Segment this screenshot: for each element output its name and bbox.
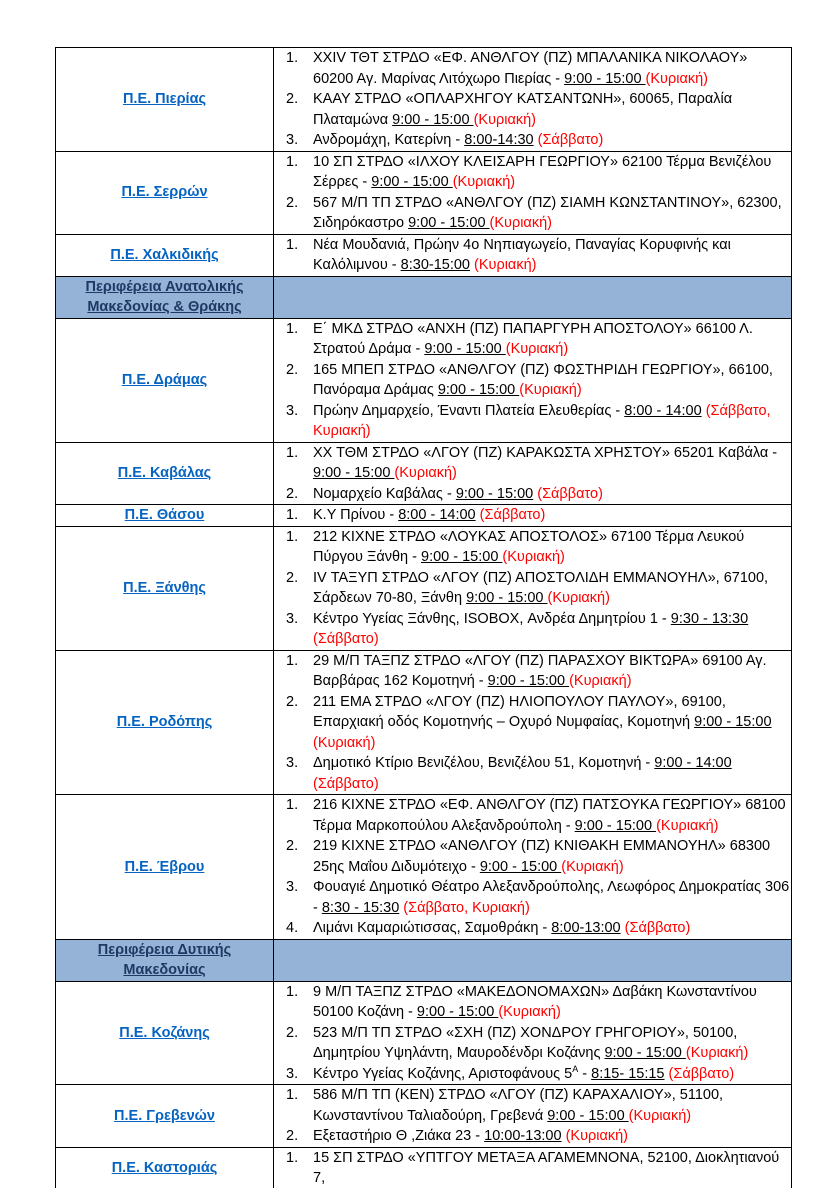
- site-text-segment-day: (Κυριακή): [547, 590, 610, 606]
- site-text-segment-day: (Κυριακή): [569, 673, 632, 689]
- site-item-number: 3.: [286, 1065, 299, 1082]
- site-item-number: 2.: [286, 485, 299, 502]
- sites-cell: [274, 318, 792, 442]
- site-list-item: [274, 152, 791, 193]
- site-text-segment-time: 8:15- 15:15: [591, 1065, 665, 1082]
- site-item-number: 1.: [286, 236, 299, 253]
- sites-cell: [274, 650, 792, 795]
- site-text-segment-time: 9:00 - 15:00: [694, 714, 772, 730]
- region-cell: [56, 48, 274, 152]
- site-item-text: [313, 1064, 791, 1085]
- site-item-text: [313, 89, 791, 130]
- site-text-segment-time: 9:00 - 15:00: [574, 817, 657, 834]
- region-row: [56, 505, 792, 527]
- site-list-item: [274, 235, 791, 276]
- sites-cell: [274, 981, 792, 1085]
- site-text-segment-normal: Νέα Μουδανιά, Πρώην 4ο Νηπιαγωγείο, Παναγίας Κορυφινής και Καλόλιμνου -: [313, 236, 731, 273]
- region-link[interactable]: Π.Ε. Γρεβενών: [114, 1107, 215, 1124]
- site-text-segment-day: (Κυριακή): [502, 549, 565, 565]
- section-header-empty-cell: [274, 276, 792, 318]
- region-row: [56, 1147, 792, 1188]
- site-text-segment-normal: Κ.Υ Πρίνου -: [313, 507, 399, 523]
- site-text-segment-day: (Σάββατο): [537, 132, 604, 148]
- site-text-segment-normal: 10 ΣΠ ΣΤΡΔΟ «ΙΛΧΟΥ ΚΛΕΙΣΑΡΗ ΓΕΩΡΓΙΟΥ» 62100 Τέρμα Βενιζέλου Σέρρες -: [313, 153, 772, 190]
- site-text-segment-normal: Κέντρο Υγείας Κοζάνης, Αριστοφάνους 5: [313, 1065, 573, 1082]
- site-text-segment-day: (Κυριακή): [498, 1004, 561, 1020]
- site-list-item: [274, 1126, 791, 1147]
- site-list-item: [274, 918, 791, 939]
- site-list-item: [274, 443, 791, 484]
- site-item-text: [313, 443, 791, 484]
- region-row: [56, 650, 792, 795]
- site-text-segment-normal: Κέντρο Υγείας Ξάνθης, ISOBOX, Ανδρέα Δημητρίου 1 -: [313, 610, 671, 627]
- site-list-item: [274, 692, 791, 754]
- site-text-segment-normal: 212 ΚΙΧΝΕ ΣΤΡΔΟ «ΛΟΥΚΑΣ ΑΠΟΣΤΟΛΟΣ» 67100 Τέρμα Λευκού Πύργου Ξάνθη -: [313, 528, 745, 565]
- site-item-number: 1.: [286, 50, 299, 66]
- site-text-segment-day: (Κυριακή): [628, 1107, 692, 1124]
- site-item-text: [313, 505, 791, 526]
- site-text-segment-normal: 567 Μ/Π ΤΠ ΣΤΡΔΟ «ΑΝΘΛΓΟΥ (ΠΖ) ΣΙΑΜΗ ΚΩΝΣΤΑΝΤΙΝΟΥ», 62300, Σιδηρόκαστρο: [313, 194, 782, 231]
- site-list-item: [274, 89, 791, 130]
- site-text-segment-time: 8:30-15:00: [400, 257, 470, 273]
- site-text-segment-normal: 219 ΚΙΧΝΕ ΣΤΡΔΟ «ΑΝΘΛΓΟΥ (ΠΖ) ΚΝΙΘΑΚΗ ΕΜΜΑΝΟΥΗΛ» 68300 25ης Μαΐου Διδυμότειχο -: [313, 838, 771, 875]
- site-item-number: 1.: [286, 983, 299, 1000]
- site-text-segment-time: 9:00 - 15:00: [416, 1004, 499, 1020]
- site-item-number: 2.: [286, 194, 299, 211]
- site-text-segment-time: 9:00 - 15:00: [466, 590, 548, 606]
- region-row: [56, 442, 792, 505]
- region-cell: [56, 795, 274, 940]
- section-header-row: [56, 276, 792, 318]
- site-text-segment-time: 8:00-14:30: [464, 132, 534, 148]
- site-text-segment-time: 9:00 - 15:00: [547, 1107, 629, 1124]
- site-text-segment-normal: 211 ΕΜΑ ΣΤΡΔΟ «ΛΓΟΥ (ΠΖ) ΗΛΙΟΠΟΥΛΟΥ ΠΑΥΛΟΥ», 69100, Επαρχιακή οδός Κομοτηνής – Οχυρό Νυμφαίας, Κομοτηνή: [313, 693, 726, 730]
- site-list-item: [274, 319, 791, 360]
- site-text-segment-normal: 523 Μ/Π ΤΠ ΣΤΡΔΟ «ΣΧΗ (ΠΖ) ΧΟΝΔΡΟΥ ΓΡΗΓΟΡΙΟΥ», 50100, Δημητρίου Υψηλάντη, Μαυροδένδρι Κοζάνης: [313, 1024, 738, 1061]
- site-item-number: 1.: [286, 528, 299, 545]
- region-cell: [56, 234, 274, 276]
- site-item-number: 3.: [286, 755, 299, 771]
- region-link[interactable]: Π.Ε. Κοζάνης: [119, 1024, 210, 1041]
- section-header-empty-cell: [274, 939, 792, 981]
- site-text-segment-day: (Σάββατο): [624, 920, 691, 936]
- site-text-segment-day: (Σάββατο): [479, 507, 546, 523]
- region-link[interactable]: Π.Ε. Θάσου: [124, 507, 205, 523]
- site-text-segment-day: (Κυριακή): [452, 174, 516, 190]
- site-list-item: [274, 48, 791, 89]
- site-text-segment-time: 9:00 - 15:00: [371, 174, 453, 190]
- region-cell: [56, 1147, 274, 1188]
- site-item-number: 1.: [286, 797, 299, 813]
- site-item-number: 3.: [286, 879, 299, 895]
- region-link[interactable]: Π.Ε. Καστοριάς: [111, 1159, 218, 1176]
- site-text-segment-time: 8:00 - 14:00: [398, 507, 476, 523]
- region-link[interactable]: Π.Ε. Πιερίας: [122, 91, 207, 107]
- site-text-segment-normal: Λιμάνι Καμαριώτισσας, Σαμοθράκη -: [313, 920, 552, 936]
- region-link[interactable]: Π.Ε. Ξάνθης: [123, 579, 206, 596]
- site-list-item: [274, 609, 791, 650]
- site-item-text: [313, 1148, 791, 1188]
- region-row: [56, 234, 792, 276]
- site-list-item: [274, 1023, 791, 1064]
- site-list-item: [274, 753, 791, 794]
- region-cell: [56, 526, 274, 650]
- site-list-item: [274, 1085, 791, 1126]
- region-link[interactable]: Π.Ε. Σερρών: [121, 184, 208, 201]
- site-text-segment-normal: 165 ΜΠΕΠ ΣΤΡΔΟ «ΑΝΘΛΓΟΥ (ΠΖ) ΦΩΣΤΗΡΙΔΗ ΓΕΩΡΓΙΟΥ», 66100, Πανόραμα Δράμας: [313, 361, 773, 398]
- site-item-number: 1.: [286, 652, 299, 669]
- sites-cell: [274, 1085, 792, 1148]
- site-item-number: 2.: [286, 838, 299, 854]
- site-item-text: [313, 130, 791, 151]
- region-row: [56, 981, 792, 1085]
- site-text-segment-normal: XXIV ΤΘΤ ΣΤΡΔΟ «ΕΦ. ΑΝΘΛΓΟΥ (ΠΖ) ΜΠΑΛΑΝΙΚΑ ΝΙΚΟΛΑΟΥ» 60200 Αγ. Μαρίνας Λιτόχωρο Πιερίας -: [313, 50, 748, 87]
- site-item-text: [313, 360, 791, 401]
- site-item-text: [313, 193, 791, 234]
- site-text-segment-day: (Σάββατο): [313, 631, 379, 647]
- site-list-item: [274, 505, 791, 526]
- site-text-segment-day: (Κυριακή): [505, 341, 569, 357]
- region-cell: [56, 318, 274, 442]
- region-cell: [56, 1085, 274, 1148]
- site-text-segment-time: 9:00 - 15:00: [424, 341, 506, 357]
- site-list-item: [274, 527, 791, 568]
- site-item-number: 2.: [286, 91, 299, 107]
- site-item-text: [313, 401, 791, 442]
- sites-cell: [274, 442, 792, 505]
- site-text-segment-normal: Νομαρχείο Καβάλας -: [313, 485, 456, 502]
- site-list-item: [274, 568, 791, 609]
- site-text-segment-time: 9:00 - 14:00: [654, 755, 732, 771]
- site-list-item: [274, 484, 791, 505]
- sites-cell: [274, 505, 792, 527]
- site-item-text: [313, 982, 791, 1023]
- site-list-item: [274, 130, 791, 151]
- site-item-text: [313, 877, 791, 918]
- site-item-text: [313, 692, 791, 754]
- site-text-segment-time: 9:00 - 15:00: [392, 111, 474, 128]
- site-list-item: [274, 360, 791, 401]
- site-item-number: 3.: [286, 610, 299, 627]
- site-list-item: [274, 1148, 791, 1188]
- site-text-segment-day: (Σάββατο): [668, 1065, 735, 1082]
- site-text-segment-sup: Α: [572, 1063, 579, 1074]
- site-list-item: [274, 1064, 791, 1085]
- site-text-segment-day: (Κυριακή): [565, 1128, 629, 1144]
- site-text-segment-normal: Ανδρομάχη, Κατερίνη -: [313, 132, 465, 148]
- site-item-number: 1.: [286, 1149, 299, 1166]
- site-text-segment-day: (Κυριακή): [473, 111, 536, 128]
- sites-cell: [274, 151, 792, 234]
- site-item-number: 2.: [286, 693, 299, 710]
- section-header-cell: [56, 276, 274, 318]
- site-item-number: 1.: [286, 444, 299, 461]
- site-item-text: [313, 48, 791, 89]
- table-body: [56, 48, 792, 1188]
- site-text-segment-day: (Κυριακή): [313, 734, 376, 751]
- site-text-segment-day: (Κυριακή): [561, 858, 624, 875]
- region-row: [56, 1085, 792, 1148]
- site-item-text: [313, 235, 791, 276]
- site-text-segment-time: 9:00 - 15:00: [564, 70, 646, 87]
- site-text-segment-time: 9:00 - 15:00: [408, 215, 490, 231]
- site-text-segment-normal: Φουαγιέ Δημοτικό Θέατρο Αλεξανδρούπολης, Λεωφόρος Δημοκρατίας 306 -: [313, 879, 790, 916]
- region-link[interactable]: Π.Ε. Δράμας: [121, 371, 208, 388]
- site-text-segment-time: 8:00 - 14:00: [624, 402, 702, 419]
- site-item-number: 3.: [286, 132, 299, 148]
- site-item-number: 1.: [286, 153, 299, 170]
- region-cell: [56, 981, 274, 1085]
- site-list-item: [274, 401, 791, 442]
- site-item-number: 1.: [286, 507, 299, 523]
- section-header-label: Περιφέρεια Δυτικής Μακεδονίας: [97, 941, 232, 978]
- vaccination-sites-table: [55, 47, 792, 1188]
- site-item-number: 2.: [286, 569, 299, 586]
- site-text-segment-normal: ΚΑΑΥ ΣΤΡΔΟ «ΟΠΛΑΡΧΗΓΟΥ ΚΑΤΣΑΝΤΩΝΗ», 60065, Παραλία Πλαταμώνα: [313, 91, 733, 128]
- site-item-text: [313, 484, 791, 505]
- site-item-number: 2.: [286, 1128, 299, 1144]
- site-item-number: 2.: [286, 1024, 299, 1041]
- site-text-segment-day: (Κυριακή): [474, 257, 537, 273]
- section-header-cell: [56, 939, 274, 981]
- site-item-number: 3.: [286, 402, 299, 419]
- region-row: [56, 795, 792, 940]
- site-text-segment-day: (Κυριακή): [656, 817, 719, 834]
- site-text-segment-day: (Σάββατο): [313, 775, 379, 792]
- site-item-text: [313, 795, 791, 836]
- region-cell: [56, 650, 274, 795]
- site-item-number: 4.: [286, 920, 299, 936]
- site-text-segment-day: (Σάββατο, Κυριακή): [403, 899, 530, 916]
- site-text-segment-day: (Κυριακή): [645, 70, 708, 87]
- site-text-segment-time: 9:00 - 15:00: [313, 465, 395, 481]
- site-item-text: [313, 1085, 791, 1126]
- site-item-text: [313, 651, 791, 692]
- site-text-segment-time: 9:00 - 15:00: [487, 673, 570, 689]
- site-item-text: [313, 1023, 791, 1064]
- sites-cell: [274, 1147, 792, 1188]
- region-cell: [56, 151, 274, 234]
- site-text-segment-normal: 15 ΣΠ ΣΤΡΔΟ «ΥΠΤΓΟΥ ΜΕΤΑΞΑ ΑΓΑΜΕΜΝΟΝΑ, 52100, Διοκλητιανού 7,: [313, 1149, 780, 1186]
- site-text-segment-day: (Κυριακή): [519, 382, 582, 398]
- site-item-number: 2.: [286, 361, 299, 378]
- site-text-segment-normal: ΧΧ ΤΘΜ ΣΤΡΔΟ «ΛΓΟΥ (ΠΖ) ΚΑΡΑΚΩΣΤΑ ΧΡΗΣΤΟΥ» 65201 Καβάλα -: [313, 444, 778, 461]
- site-text-segment-day: (Κυριακή): [489, 215, 552, 231]
- site-text-segment-day: (Κυριακή): [685, 1045, 749, 1061]
- site-item-text: [313, 152, 791, 193]
- site-list-item: [274, 982, 791, 1023]
- region-row: [56, 526, 792, 650]
- site-item-text: [313, 609, 791, 650]
- site-text-segment-normal: Ε΄ ΜΚΔ ΣΤΡΔΟ «ΑΝΧΗ (ΠΖ) ΠΑΠΑΡΓΥΡΗ ΑΠΟΣΤΟΛΟΥ» 66100 Λ. Στρατού Δράμα -: [313, 320, 753, 357]
- site-text-segment-normal: 29 Μ/Π ΤΑΞΠΖ ΣΤΡΔΟ «ΛΓΟΥ (ΠΖ) ΠΑΡΑΣΧΟΥ ΒΙΚΤΩΡΑ» 69100 Αγ. Βαρβάρας 162 Κομοτηνή -: [313, 652, 767, 689]
- site-text-segment-normal: 9 Μ/Π ΤΑΞΠΖ ΣΤΡΔΟ «ΜΑΚΕΔΟΝΟΜΑΧΩΝ» Δαβάκη Κωνσταντίνου 50100 Κοζάνη -: [313, 983, 757, 1020]
- sites-cell: [274, 526, 792, 650]
- site-text-segment-time: 9:00 - 15:00: [421, 549, 503, 565]
- site-item-text: [313, 753, 791, 794]
- site-text-segment-normal: Πρώην Δημαρχείο, Έναντι Πλατεία Ελευθερίας -: [313, 402, 625, 419]
- section-header-label: Περιφέρεια Ανατολικής Μακεδονίας & Θράκης: [85, 278, 244, 315]
- region-row: [56, 151, 792, 234]
- sites-cell: [274, 795, 792, 940]
- site-item-text: [313, 1126, 791, 1147]
- site-text-segment-normal: 216 ΚΙΧΝΕ ΣΤΡΔΟ «ΕΦ. ΑΝΘΛΓΟΥ (ΠΖ) ΠΑΤΣΟΥΚΑ ΓΕΩΡΓΙΟΥ» 68100 Τέρμα Μαρκοπούλου Αλεξανδρούπολη -: [313, 797, 786, 834]
- site-text-segment-time: 9:00 - 15:00: [455, 485, 534, 502]
- site-text-segment-normal: IV ΤΑΞΥΠ ΣΤΡΔΟ «ΛΓΟΥ (ΠΖ) ΑΠΟΣΤΟΛΙΔΗ ΕΜΜΑΝΟΥΗΛ», 67100, Σάρδεων 70-80, Ξάνθη: [313, 569, 769, 606]
- region-cell: [56, 505, 274, 527]
- site-item-text: [313, 568, 791, 609]
- site-list-item: [274, 795, 791, 836]
- site-text-segment-normal: -: [578, 1065, 592, 1082]
- site-text-segment-normal: Εξεταστήριο Θ ,Ζιάκα 23 -: [313, 1128, 485, 1144]
- site-text-segment-time: 9:00 - 15:00: [604, 1045, 686, 1061]
- site-item-text: [313, 319, 791, 360]
- site-text-segment-time: 9:00 - 15:00: [479, 858, 562, 875]
- region-cell: [56, 442, 274, 505]
- site-text-segment-time: 10:00-13:00: [484, 1128, 562, 1144]
- site-list-item: [274, 651, 791, 692]
- site-text-segment-normal: Δημοτικό Κτίριο Βενιζέλου, Βενιζέλου 51, Κομοτηνή -: [313, 755, 655, 771]
- site-item-text: [313, 836, 791, 877]
- site-text-segment-day: (Σάββατο, Κυριακή): [313, 402, 771, 439]
- region-link[interactable]: Π.Ε. Καβάλας: [117, 465, 212, 481]
- site-text-segment-normal: 586 Μ/Π ΤΠ (ΚΕΝ) ΣΤΡΔΟ «ΛΓΟΥ (ΠΖ) ΚΑΡΑΧΑΛΙΟΥ», 51100, Κωνσταντίνου Ταλιαδούρη, Γρεβενά: [313, 1087, 724, 1124]
- site-text-segment-time: 9:30 - 13:30: [670, 610, 749, 627]
- site-text-segment-time: 8:30 - 15:30: [321, 899, 400, 916]
- region-row: [56, 48, 792, 152]
- site-text-segment-day: (Κυριακή): [394, 465, 457, 481]
- region-link[interactable]: Π.Ε. Ροδόπης: [116, 714, 213, 730]
- sites-cell: [274, 234, 792, 276]
- region-link[interactable]: Π.Ε. Χαλκιδικής: [110, 246, 219, 263]
- region-link[interactable]: Π.Ε. Έβρου: [124, 858, 205, 875]
- site-item-text: [313, 918, 791, 939]
- site-list-item: [274, 836, 791, 877]
- site-item-number: 1.: [286, 1087, 299, 1103]
- site-text-segment-day: (Σάββατο): [537, 485, 603, 502]
- site-text-segment-time: 8:00-13:00: [551, 920, 621, 936]
- region-row: [56, 318, 792, 442]
- site-text-segment-time: 9:00 - 15:00: [437, 382, 520, 398]
- sites-cell: [274, 48, 792, 152]
- site-item-text: [313, 527, 791, 568]
- section-header-row: [56, 939, 792, 981]
- site-list-item: [274, 877, 791, 918]
- site-list-item: [274, 193, 791, 234]
- site-item-number: 1.: [286, 320, 299, 337]
